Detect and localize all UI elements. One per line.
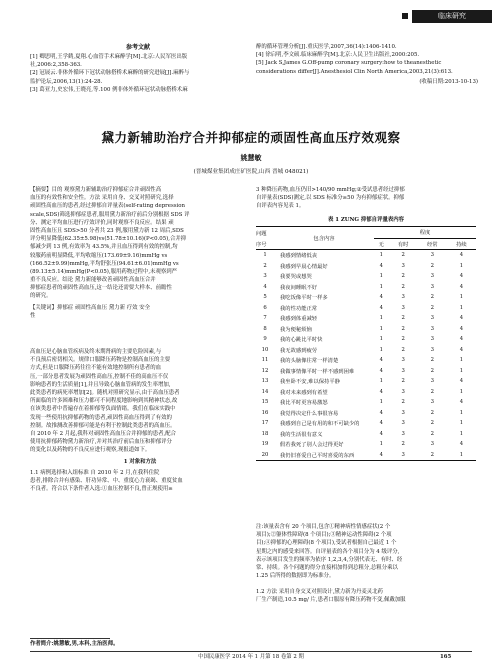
table-row [256, 271, 476, 282]
body-line: 自 2010 年 2 月起,我科对顽固性高血压合并抑郁的患者,配合 [30, 431, 177, 438]
abstract-line: 固性高血压且 SDS>50 分者共 23 例,服用黛力新 12 周后,SDS [30, 227, 184, 234]
body-line: 自评表内容见表 1。 [256, 203, 305, 210]
row-score: 1 [379, 346, 383, 353]
row-number: 6 [263, 304, 267, 311]
zung-table [256, 226, 476, 461]
degree-often: 经常 [418, 238, 447, 250]
row-score: 2 [401, 336, 405, 343]
row-score: 3 [430, 346, 434, 353]
table-row [256, 387, 476, 398]
row-score: 1 [379, 336, 383, 343]
row-score: 2 [401, 399, 405, 406]
degree-none: 无 [374, 238, 389, 250]
row-score: 4 [379, 294, 383, 301]
references-heading: 参考文献 [125, 44, 150, 51]
row-item: 我感到情绪低丧 [280, 253, 318, 260]
row-item: 我吃饭像平时一样多 [280, 295, 328, 302]
row-score: 2 [430, 388, 434, 395]
abstract-line: 的研究。 [30, 293, 52, 300]
row-number: 2 [263, 262, 267, 269]
row-score: 3 [401, 388, 405, 395]
row-score: 1 [459, 409, 464, 416]
body-line: 在该类患者中普遍存在着抑郁等负面情绪。我们在临床实践中 [30, 406, 176, 413]
body-left [30, 348, 250, 493]
row-score: 1 [379, 273, 383, 280]
note-line: 星期之内的感受来回答。自评量表的各个项目分为 4 级评分, [256, 548, 400, 555]
row-item: 我对未来感到有希望 [280, 389, 328, 396]
row-score: 2 [430, 409, 434, 416]
abstract-line: 血压的有效性和安全性。方法 采用自身、交叉对照研究,选择 [30, 195, 174, 202]
body-line: 压,一部分患者发展为顽固性高血压,控制不佳的高血压不仅 [30, 373, 169, 380]
section-heading: 1 对象和方法 [123, 458, 157, 465]
table-row [256, 366, 476, 377]
table-note [256, 523, 476, 580]
table-row [256, 450, 476, 461]
row-score: 1 [379, 441, 383, 448]
abstract-line: 郁减少到 13 例,有效率为 43.5%,并且血压得到有效的控制,均 [30, 244, 178, 251]
row-score: 1 [379, 399, 383, 406]
reference-line: 监护论坛,2006,13(1):24-28. [30, 78, 103, 85]
body-line: 3 种降压药物,血压仍旧>140/90 mmHg;②受试患者经过抑郁 [256, 187, 405, 193]
table-row [256, 282, 476, 293]
article-author: 姚慧敏 [240, 153, 262, 162]
row-score: 1 [459, 304, 464, 311]
row-score: 3 [430, 283, 434, 290]
row-score: 1 [459, 357, 464, 364]
row-score: 2 [430, 294, 434, 301]
table-row [256, 345, 476, 356]
abstract-line: 较服药前明显降低,平均收缩压(173.69±9.16)mmHg vs [30, 252, 168, 259]
body-line: 1.2 方法 采用自身交叉对照设计,黛力新为丹麦灵北药 [256, 589, 383, 595]
reference-line: [1] 卿思明,王学鹤,夏翔.心血管手术麻醉学[M].北京:人民军医出版 [30, 54, 188, 60]
row-number: 9 [263, 336, 267, 343]
row-score: 4 [379, 420, 383, 427]
row-score: 2 [430, 420, 434, 427]
degree-always: 持续 [447, 238, 476, 250]
row-item: 我的生活很有意义 [280, 431, 323, 438]
row-number: 12 [261, 367, 269, 374]
abstract-line: scale,SDS)筛选抑郁症患者,服用黛力新治疗前后分别根据 SDS 评 [30, 211, 190, 218]
table-row [256, 397, 476, 408]
row-score: 2 [401, 315, 405, 322]
row-score: 2 [401, 283, 405, 290]
row-score: 4 [379, 451, 383, 458]
row-number: 1 [263, 252, 267, 259]
row-score: 3 [430, 378, 434, 385]
row-score: 2 [430, 430, 434, 437]
row-score: 2 [401, 273, 405, 280]
table-row [256, 324, 476, 335]
body-line: 控制。故推测改善抑郁可能是有利于控制此类患者的高血压。 [30, 422, 176, 429]
degree-sometimes: 有时 [389, 238, 418, 250]
row-score: 1 [459, 451, 464, 458]
row-score: 1 [379, 378, 383, 385]
footer-rule [30, 651, 472, 652]
abstract-line: (166.52±9.99)mmHg,平均舒张压(94.61±6.01)mmHg vs [30, 260, 179, 267]
row-item: 我夜间睡眠不好 [280, 284, 318, 291]
row-item: 我感到体重减轻 [280, 316, 318, 323]
page-number: 165 [440, 654, 452, 660]
reference-line: [3] 葛亚力,史宏伟,王晓亮,等.100 例非体外循环冠状动脉搭桥术麻 [30, 86, 188, 93]
row-score: 3 [430, 315, 434, 322]
reference-line: [5] Jack S,James G.Off-pump coronary surgery:how to theanesthetic [256, 60, 442, 67]
reference-line: considerations differ[J].Anesthesiol Clin North America,2003,21(3):613. [256, 68, 453, 75]
note-line: 注:该量表含有 20 个项目,包含①精神病性情感症状(2 个 [256, 524, 391, 530]
author-note: 作者简介:姚慧敏,男,本科,主治医师。 [30, 641, 119, 647]
body-line: 高血压是心脑血管疾病及终末期肾病的主要危险因素,与 [30, 349, 162, 355]
reference-line: [4] 徐启明,李文硕.临床麻醉学[M].北京:人民卫生出版社,2000:205. [256, 52, 420, 59]
row-score: 2 [401, 441, 405, 448]
row-score: 2 [401, 378, 405, 385]
references-right [256, 43, 478, 86]
row-score: 4 [459, 273, 464, 280]
table-row [256, 313, 476, 324]
row-score: 2 [430, 304, 434, 311]
table-row [256, 250, 476, 261]
row-item: 我的心跳比平时快 [280, 337, 323, 344]
table-title: 表 1 ZUNG 抑郁自评量表内容 [327, 217, 405, 223]
row-score: 2 [430, 357, 434, 364]
row-item: 我的头脑像往常一样清楚 [280, 358, 339, 365]
article-title: 黛力新辅助治疗合并抑郁症的顽固性高血压疗效观察 [101, 130, 401, 145]
section-marker-icon [402, 13, 408, 19]
row-score: 1 [459, 367, 464, 374]
abstract-line: 顽固性高血压的患者,经过抑郁自评量表(self-rating depression [30, 203, 185, 210]
body-line: 不良预后密切相关。规律口服降压药物是控制高血压的主要 [30, 357, 171, 364]
row-item: 我感到自己是有用的和不可缺少的 [280, 421, 360, 428]
table-row [256, 408, 476, 419]
table-row [256, 376, 476, 387]
row-score: 4 [459, 325, 464, 332]
body-right-bottom [256, 588, 476, 604]
row-number: 8 [263, 325, 267, 332]
row-score: 1 [379, 252, 383, 259]
row-item: 我坐卧不安,难以保持平静 [280, 379, 340, 386]
body-line: 所面临的许多困难和压力都可不同程度地影响到其精神状态,故 [30, 398, 178, 405]
row-number: 13 [261, 378, 269, 385]
row-score: 3 [401, 409, 405, 416]
received-date: (收稿日期:2013-10-13) [419, 78, 478, 85]
row-number: 16 [261, 409, 269, 416]
row-score: 3 [401, 451, 405, 458]
body-line: 此类患者的病死率增加[2]。随机对照研究显示,由于高血压患者 [30, 390, 180, 397]
row-score: 4 [459, 378, 464, 385]
row-score: 4 [459, 399, 464, 406]
row-score: 1 [459, 420, 464, 427]
row-score: 4 [379, 262, 383, 269]
row-number: 15 [261, 399, 269, 406]
keywords-line: 【关键词】抑郁症 顽固性高血压 黛力新 疗效 安全 [30, 304, 151, 311]
keywords-line: 性 [30, 312, 36, 319]
row-score: 4 [459, 346, 464, 353]
row-score: 3 [401, 294, 405, 301]
row-score: 3 [430, 399, 434, 406]
row-score: 4 [379, 409, 383, 416]
row-score: 3 [401, 357, 405, 364]
row-number: 20 [261, 451, 269, 458]
row-item: 我感到早晨心情最好 [280, 263, 328, 270]
abstract-line: 抑郁症患者的顽固性高血压,这一结论还需要大样本、前瞻性 [30, 285, 172, 292]
row-score: 4 [459, 283, 464, 290]
note-line: 常、持续。各个问题的得分直接相加得到总粗分,总粗分乘以 [256, 565, 398, 572]
row-number: 17 [261, 420, 269, 427]
row-score: 4 [379, 357, 383, 364]
row-score: 2 [430, 451, 434, 458]
table-row [256, 303, 476, 314]
row-score: 4 [379, 367, 383, 374]
row-score: 3 [430, 252, 434, 259]
table-row [256, 334, 476, 345]
row-score: 2 [401, 252, 405, 259]
row-score: 2 [401, 325, 405, 332]
row-score: 4 [379, 388, 383, 395]
row-score: 3 [430, 336, 434, 343]
body-line: 1.1 病例选择和入组标准 自 2010 年 2 月,在我科住院 [30, 469, 160, 476]
row-score: 4 [459, 315, 464, 322]
row-score: 2 [430, 367, 434, 374]
row-score: 1 [459, 388, 464, 395]
body-line: 厂生产制造,10.5 mg/ 片,患者口服原有降压药物不变,佩戴加服 [256, 597, 406, 604]
row-item: 我比平时更容易激怒 [280, 400, 328, 407]
row-number: 3 [263, 273, 267, 280]
row-score: 2 [430, 262, 434, 269]
abstract [30, 186, 250, 320]
row-score: 2 [401, 346, 405, 353]
abstract-line: 【摘要】目的 观察黛力新辅助治疗抑郁症合并顽固性高 [30, 187, 162, 193]
row-score: 3 [401, 430, 405, 437]
body-line: 方式,但是口服降压药往往不能有效地控制所有患者的血 [30, 365, 162, 372]
row-score: 1 [379, 283, 383, 290]
section-label: 临床研究 [412, 10, 492, 23]
row-score: 3 [401, 262, 405, 269]
body-right-top [256, 186, 476, 211]
row-score: 3 [401, 367, 405, 374]
row-score: 4 [459, 441, 464, 448]
author-note-rule [30, 638, 110, 639]
row-item: 我无故感到疲劳 [280, 347, 318, 354]
body-line: 的变化以及药物的不良反应进行观察,现报道如下。 [30, 447, 151, 454]
row-score: 3 [401, 420, 405, 427]
reference-line: 社,2006:2,358-363. [30, 62, 82, 69]
row-number: 4 [263, 283, 267, 290]
row-item: 假若我死了别人会过得更好 [280, 442, 344, 449]
abstract-line: 重不良反应。结论 黛力新能够改善顽固性高血压合并 [30, 277, 156, 284]
header-degree: 程度 [419, 230, 431, 237]
row-number: 19 [261, 441, 269, 448]
row-score: 3 [430, 325, 434, 332]
abstract-line: (89.13±5.14)mmHg(P<0.05),服用药物过程中,未观察到严 [30, 268, 178, 275]
row-score: 4 [459, 336, 464, 343]
body-line: 影响患者的生活质量[1],并且导致心脑血管病的发生率增加, [30, 381, 171, 388]
row-score: 1 [459, 262, 464, 269]
row-number: 14 [261, 388, 269, 395]
row-score: 4 [379, 304, 383, 311]
row-item: 我的性功能正常 [280, 305, 318, 312]
body-line: 发现一些使用抗抑郁药物的患者,顽固性高血压得到了有效的 [30, 414, 172, 421]
body-line: 自评量表(SDS)测定,以 SDS 标准分≥50 为有抑郁症状。抑郁 [256, 195, 405, 202]
body-line: 不良者。符合以下条件者入选:①血压控制不良,曾正规使用≥ [30, 486, 173, 493]
row-score: 1 [379, 315, 383, 322]
header-content: 包含内容 [313, 236, 335, 242]
reference-line: [2] 冠展云.非体外循环下冠状动脉搭桥术麻醉的研究进展[J].麻醉与 [30, 70, 190, 77]
note-line: 项目);②躯体性障碍(8 个项目);③精神运动性障碍(2 个项 [256, 532, 392, 539]
row-item: 我觉得决定什么事很容易 [280, 410, 339, 417]
reference-line: 醉的循环管理分析[J].重庆医学,2007,36(14):1406-1410. [256, 44, 397, 50]
table-row [256, 439, 476, 450]
row-item: 我仍旧喜爱自己平时喜爱的东西 [280, 452, 355, 459]
row-item: 我为便秘烦恼 [280, 326, 312, 333]
row-number: 7 [263, 315, 267, 322]
note-line: 目);④抑郁的心理障碍(8 个项目),受试者根据自己最近 1 个 [256, 540, 397, 547]
references-left [30, 53, 250, 94]
row-score: 1 [459, 294, 464, 301]
article-affiliation: (晋城煤业集团成庄矿医院,山西 晋城 048021) [193, 169, 309, 175]
row-score: 4 [379, 430, 383, 437]
row-number: 18 [261, 430, 269, 437]
table-row [256, 429, 476, 440]
abstract-line: 分、测定平均血压进行疗效评价,同时观察不良反应。结果 顽 [30, 219, 174, 226]
row-number: 11 [261, 357, 269, 364]
row-number: 10 [261, 346, 269, 353]
row-item: 我做事情像平时一样不感到困难 [280, 368, 355, 375]
header-problem: 问题 [256, 230, 267, 237]
row-number: 5 [263, 294, 267, 301]
header-seq: 序号 [256, 241, 267, 248]
note-line: 1.25 后所得的数据即为标准分。 [256, 573, 335, 580]
table-row [256, 418, 476, 429]
row-score: 3 [430, 441, 434, 448]
table-row [256, 355, 476, 366]
note-line: 表示该项目发生的频率为依序 1,2,3,4,分别代表无、有时、经 [256, 556, 403, 563]
journal-info: 中国民康医学 2014 年 1 月第 18 卷第 2 期 [198, 654, 304, 660]
body-line: 使用抗抑郁药物黛力新治疗,并对其治疗前后血压和抑郁评分 [30, 439, 172, 446]
table-row [256, 292, 476, 303]
table-row [256, 261, 476, 272]
row-score: 4 [459, 252, 464, 259]
row-score: 1 [379, 325, 383, 332]
row-item: 我要哭或想哭 [280, 274, 312, 281]
row-score: 1 [459, 430, 464, 437]
abstract-line: 评分明显降低(62.35±5.98)vs(51.78±10.16)(P<0.05),合并抑 [30, 236, 187, 243]
body-line: 患者,排除合并有感染、肝功异常、中、重度心力衰竭、重度贫血 [30, 478, 183, 485]
row-score: 3 [401, 304, 405, 311]
row-score: 3 [430, 273, 434, 280]
